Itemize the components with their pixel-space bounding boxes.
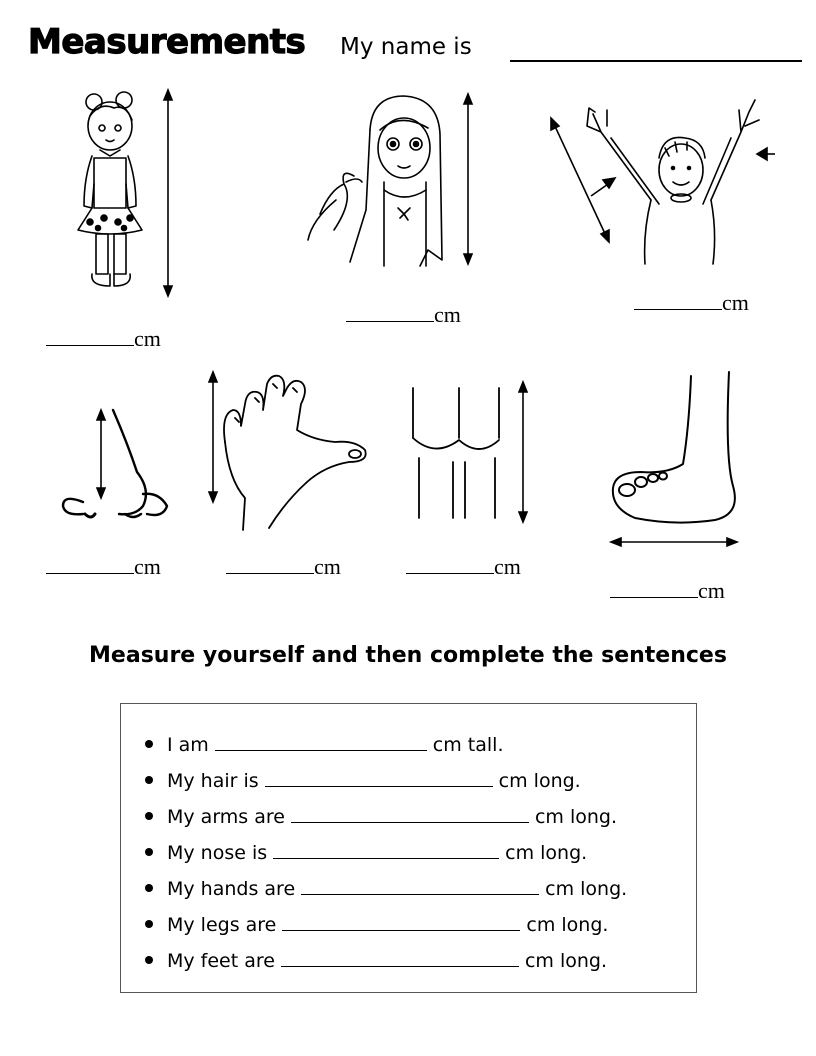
unit-label: cm	[722, 290, 749, 315]
answer-blank[interactable]	[291, 804, 529, 823]
answer-blank[interactable]	[46, 555, 134, 574]
name-input-line[interactable]	[510, 60, 802, 62]
leg-length-answer[interactable]	[406, 554, 521, 580]
name-label: My name is	[340, 34, 472, 60]
sentence-start: My hair is	[167, 770, 259, 792]
unit-label: cm	[134, 554, 161, 579]
bullet-icon	[145, 884, 153, 892]
hair-length-answer[interactable]	[346, 302, 461, 328]
sentence-nose	[145, 840, 587, 864]
unit-label: cm	[134, 326, 161, 351]
unit-label: cm	[434, 302, 461, 327]
foot-length-illustration	[605, 368, 745, 553]
girl-height-illustration	[70, 88, 190, 303]
instruction-heading: Measure yourself and then complete the sentences	[89, 643, 727, 668]
sentence-hair	[145, 768, 581, 792]
hair-length-illustration	[300, 90, 490, 270]
sentence-legs	[145, 912, 608, 936]
answer-blank[interactable]	[301, 876, 539, 895]
sentence-arms	[145, 804, 617, 828]
answer-blank[interactable]	[46, 327, 134, 346]
bullet-icon	[145, 776, 153, 784]
answer-blank[interactable]	[215, 732, 427, 751]
foot-length-answer[interactable]	[610, 578, 725, 604]
unit-label: cm	[494, 554, 521, 579]
bullet-icon	[145, 920, 153, 928]
sentence-start: My arms are	[167, 806, 285, 828]
sentence-end: cm long.	[505, 842, 588, 864]
hand-length-answer[interactable]	[226, 554, 341, 580]
sentence-end: cm tall.	[432, 734, 504, 756]
answer-blank[interactable]	[273, 840, 499, 859]
sentence-height	[145, 732, 503, 756]
sentence-end: cm long.	[545, 878, 628, 900]
bullet-icon	[145, 956, 153, 964]
answer-blank[interactable]	[634, 291, 722, 310]
nose-length-illustration	[55, 402, 175, 527]
sentence-feet	[145, 948, 607, 972]
sentence-start: I am	[167, 734, 209, 756]
answer-blank[interactable]	[406, 555, 494, 574]
bullet-icon	[145, 848, 153, 856]
girl-height-answer[interactable]	[46, 326, 161, 352]
unit-label: cm	[314, 554, 341, 579]
answer-blank[interactable]	[346, 303, 434, 322]
bullet-icon	[145, 812, 153, 820]
unit-label: cm	[698, 578, 725, 603]
answer-blank[interactable]	[281, 948, 519, 967]
sentence-end: cm long.	[498, 770, 581, 792]
arm-length-answer[interactable]	[634, 290, 749, 316]
answer-blank[interactable]	[226, 555, 314, 574]
sentence-hands	[145, 876, 627, 900]
sentence-end: cm long.	[526, 914, 609, 936]
leg-length-illustration	[405, 378, 535, 528]
sentence-end: cm long.	[524, 950, 608, 972]
answer-blank[interactable]	[282, 912, 520, 931]
answer-blank[interactable]	[265, 768, 493, 787]
sentences-box	[120, 703, 697, 993]
hand-length-illustration	[205, 370, 375, 535]
sentence-start: My feet are	[167, 950, 275, 972]
sentence-end: cm long.	[534, 806, 618, 828]
worksheet-title: Measurements	[28, 22, 306, 62]
answer-blank[interactable]	[610, 579, 698, 598]
bullet-icon	[145, 740, 153, 748]
arm-length-illustration	[545, 92, 785, 267]
sentence-start: My nose is	[167, 842, 268, 864]
sentence-start: My hands are	[167, 878, 296, 900]
nose-length-answer[interactable]	[46, 554, 161, 580]
sentence-start: My legs are	[167, 914, 277, 936]
